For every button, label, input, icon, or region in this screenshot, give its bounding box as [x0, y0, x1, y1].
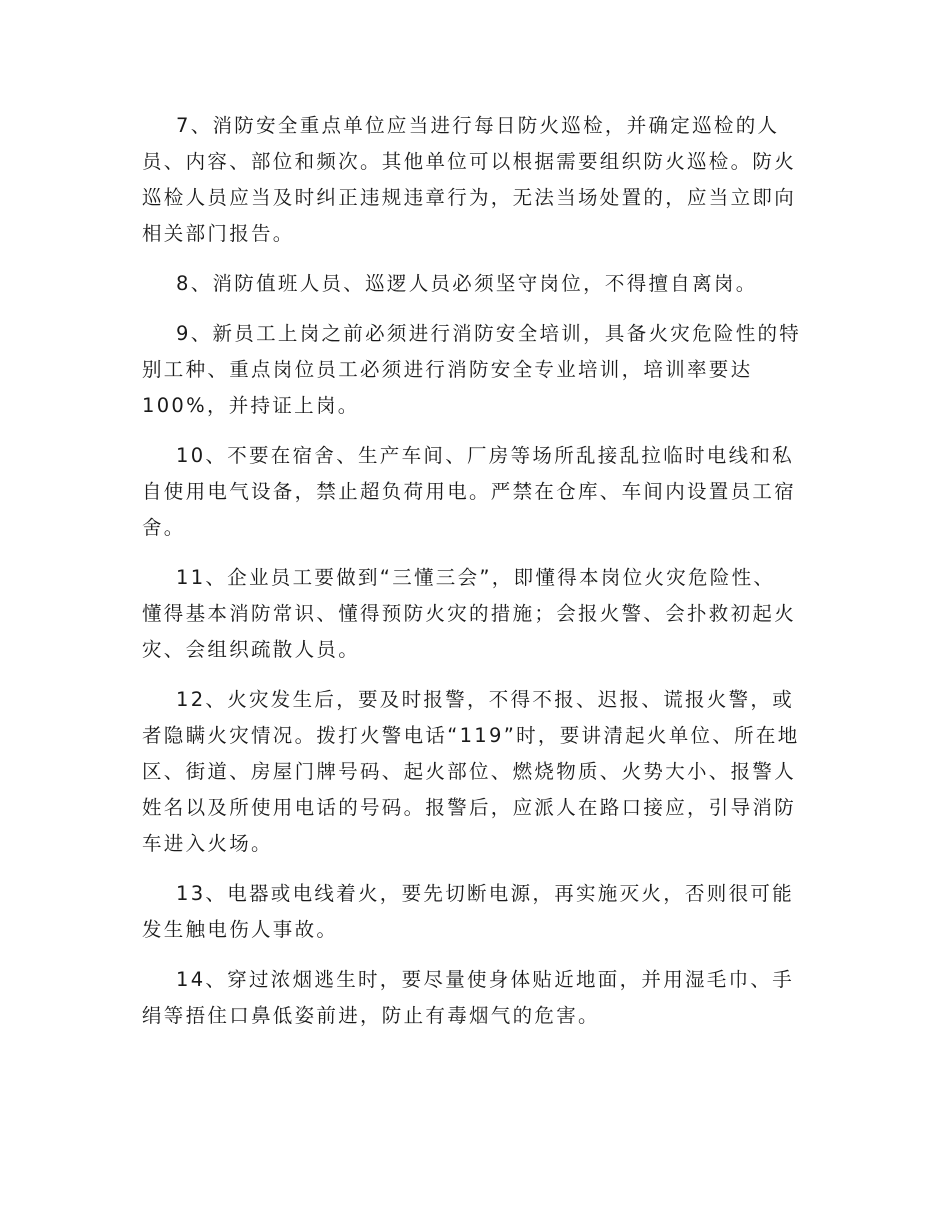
paragraph-item-9 — [142, 316, 808, 424]
paragraph-continuation: 自使用电气设备，禁止超负荷用电。严禁在仓库、车间内设置员工宿 舍。 — [142, 480, 797, 539]
paragraph-item-7 — [142, 108, 808, 252]
document-body — [142, 108, 808, 1048]
paragraph-first-line: 9、新员工上岗之前必须进行消防安全培训，具备火灾危险性的特 — [142, 322, 802, 345]
paragraph-first-line: 14、穿过浓烟逃生时，要尽量使身体贴近地面，并用湿毛巾、手 — [142, 968, 795, 991]
paragraph-first-line: 12、火灾发生后，要及时报警，不得不报、迟报、谎报火警，或 — [142, 688, 795, 711]
paragraph-first-line: 7、消防安全重点单位应当进行每日防火巡检，并确定巡检的人 — [142, 114, 780, 137]
paragraph-first-line: 13、电器或电线着火，要先切断电源，再实施灭火，否则很可能 — [142, 882, 795, 905]
paragraph-continuation: 员、内容、部位和频次。其他单位可以根据需要组织防火巡检。防火 巡检人员应当及时纠正违规违章行为，无法当场处置的，应当立即向 相关部门报告。 — [142, 150, 797, 245]
paragraph-first-line: 11、企业员工要做到“三懂三会”，即懂得本岗位火灾危险性、 — [142, 566, 776, 589]
paragraph-first-line: 10、不要在宿舍、生产车间、厂房等场所乱接乱拉临时电线和私 — [142, 444, 795, 467]
paragraph-item-13 — [142, 876, 808, 948]
paragraph-item-10 — [142, 438, 808, 546]
paragraph-continuation: 发生触电伤人事故。 — [142, 918, 339, 941]
paragraph-item-8 — [142, 266, 808, 302]
paragraph-continuation: 懂得基本消防常识、懂得预防火灾的措施；会报火警、会扑救初起火 灾、会组织疏散人员。 — [142, 602, 797, 661]
paragraph-first-line: 8、消防值班人员、巡逻人员必须坚守岗位，不得擅自离岗。 — [142, 272, 758, 295]
paragraph-continuation: 别工种、重点岗位员工必须进行消防安全专业培训，培训率要达 100%，并持证上岗。 — [142, 358, 753, 417]
paragraph-continuation: 者隐瞒火灾情况。拨打火警电话“119”时，要讲清起火单位、所在地 区、街道、房屋门牌号码、起火部位、燃烧物质、火势大小、报警人 姓名以及所使用电话的号码。报警后，应派人在路口接应，引导消防 车进入火场。 — [142, 724, 800, 855]
paragraph-item-12 — [142, 682, 808, 862]
paragraph-item-14 — [142, 962, 808, 1034]
paragraph-continuation: 绢等捂住口鼻低姿前进，防止有毒烟气的危害。 — [142, 1004, 600, 1027]
paragraph-item-11 — [142, 560, 808, 668]
